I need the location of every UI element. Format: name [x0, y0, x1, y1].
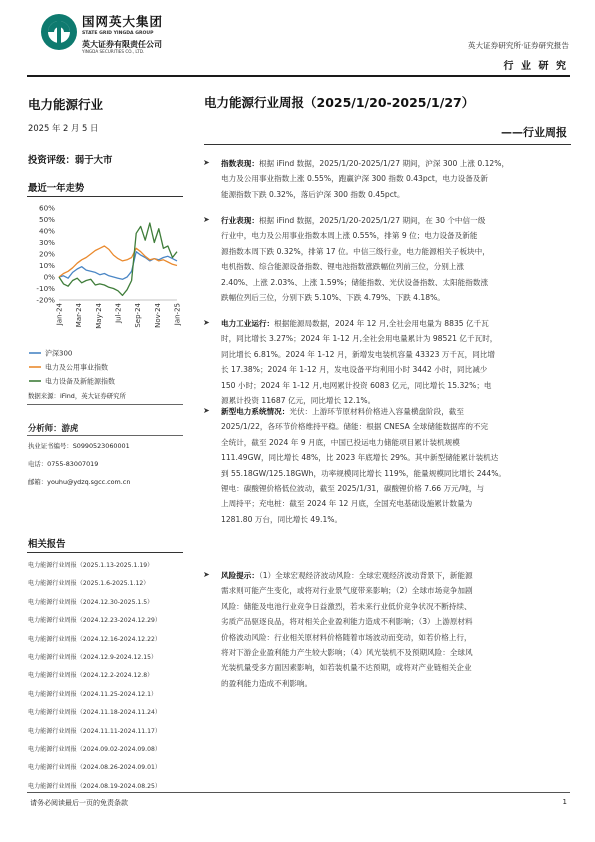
paragraph-line — [221, 660, 573, 675]
paragraph-line — [221, 630, 573, 645]
analyst-email[interactable]: 邮箱：youhu@ydzq.sgcc.com.cn — [28, 478, 131, 486]
paragraph-line — [221, 187, 573, 202]
section-heading: 电力工业运行： — [221, 319, 275, 328]
section-paragraph — [221, 213, 573, 305]
footer-divider — [27, 792, 570, 793]
sector-name: 电力能源行业 — [28, 97, 104, 112]
x-tick-label: Nov-24 — [153, 303, 162, 328]
header-divider — [27, 75, 570, 77]
y-tick-label: 50% — [39, 215, 55, 224]
analyst-phone: 电话：0755-83007019 — [28, 460, 99, 468]
section-text: 全统计，截至 2024 年 9 月底，中国已投运电力储能项目累计装机规模 — [221, 437, 460, 447]
section-text: 风险：储能及电池行业竞争日益激烈，若未来行业低价竞争状况不断持续、 — [221, 601, 472, 611]
page-number: 1 — [562, 798, 567, 806]
paragraph-line — [221, 512, 573, 527]
paragraph-line — [221, 347, 573, 362]
paragraph-line — [221, 496, 573, 511]
logo-company-name: 英大证券有限责任公司 — [82, 40, 162, 49]
title-divider — [204, 144, 571, 145]
logo-english-name: STATE GRID YINGDA GROUP — [82, 31, 154, 36]
section-heading: 风险提示： — [221, 571, 259, 580]
paragraph-line — [221, 614, 573, 629]
related-report-item[interactable]: 电力能源行业周报（2024.12.2-2024.12.8） — [28, 672, 154, 680]
section-text: 劣质产品驱逐良品，将对相关企业盈利能力造成不利影响；（3）上游原材料 — [221, 617, 473, 627]
section-text: 的盈利能力造成不利影响。 — [221, 678, 313, 688]
section-text: 价格波动风险：行业相关原材料价格随着市场波动而变动，如若价格上行， — [221, 632, 472, 642]
report-subtitle: ——行业周报 — [501, 126, 567, 139]
section-paragraph — [221, 404, 573, 527]
related-report-item[interactable]: 电力能源行业周报（2024.12.16-2024.12.22） — [28, 635, 161, 643]
related-report-item[interactable]: 电力能源行业周报（2024.12.23-2024.12.29） — [28, 617, 161, 625]
related-report-item[interactable]: 电力能源行业周报（2025.1.6-2025.1.12） — [28, 580, 150, 588]
legend-label: 电力设备及新能源指数 — [45, 377, 115, 386]
section-paragraph — [221, 316, 573, 408]
company-logo-icon — [40, 13, 78, 51]
paragraph-line — [221, 599, 573, 614]
x-tick-label: Sep-24 — [134, 303, 143, 328]
related-report-item[interactable]: 电力能源行业周报（2024.08.19-2024.08.25） — [28, 782, 161, 790]
related-report-item[interactable]: 电力能源行业周报（2024.12.9-2024.12.15） — [28, 654, 158, 661]
related-report-item[interactable]: 电力能源行业周报（2024.11.25-2024.12.1） — [28, 690, 158, 698]
related-report-item[interactable]: 电力能源行业周报（2024.08.26-2024.09.01） — [28, 764, 161, 772]
paragraph-line — [221, 171, 573, 186]
analyst-name: 分析师：游虎 — [28, 423, 79, 433]
paragraph-line — [221, 450, 573, 465]
section-paragraph — [221, 156, 573, 202]
legend-label: 沪深300 — [45, 349, 73, 358]
paragraph-line — [221, 645, 573, 660]
analyst-cert: 执业证书编号：S0990523060001 — [28, 442, 130, 450]
section-text: 根据能源局数据，2024 年 12 月,全社会用电量为 8835 亿千瓦 — [274, 319, 489, 328]
paragraph-line — [221, 419, 573, 434]
x-tick-label: Jan-24 — [55, 303, 64, 326]
paragraph-line — [221, 676, 573, 691]
bullet-arrow-icon: ➤ — [203, 406, 210, 415]
y-tick-label: -10% — [36, 284, 55, 293]
legend-label: 电力及公用事业指数 — [45, 363, 108, 372]
section-text: 锂电：碳酸锂价格低位波动，截至 2025/1/31，碳酸锂价格 7.66 万元/吨，与 — [221, 484, 485, 494]
x-tick-label: Jan-25 — [173, 303, 182, 326]
related-report-item[interactable]: 电力能源行业周报（2024.12.30-2025.1.5） — [28, 598, 154, 606]
paragraph-line — [221, 583, 573, 598]
section-text: 1281.80 万台，同比增长 49.1%。 — [221, 514, 343, 524]
section-text: 上周持平；充电桩：截至 2024 年 12 月底，全国充电基础设施累计数量为 — [221, 499, 473, 509]
logo-chinese-name: 国网英大集团 — [82, 14, 164, 29]
research-institute: 英大证券研究所·证券研究报告 — [467, 41, 569, 50]
paragraph-line — [221, 275, 573, 290]
analyst-divider — [27, 435, 183, 436]
report-type: 行 业 研 究 — [503, 61, 568, 72]
paragraph-line — [221, 466, 573, 481]
paragraph-line — [221, 213, 573, 228]
section-heading: 新型电力系统情况： — [221, 407, 290, 416]
y-tick-label: 30% — [39, 238, 55, 247]
investment-rating: 投资评级：弱于大市 — [28, 155, 113, 166]
section-paragraph — [221, 568, 573, 691]
section-heading: 行业表现： — [221, 216, 259, 225]
section-text: 2025/1/22，各环节价格维持平稳。储能：根据 CNESA 全球储能数据库的不完 — [221, 422, 489, 432]
report-date: 2025 年 2 月 5 日 — [28, 123, 99, 133]
report-title: 电力能源行业周报（2025/1/20-2025/1/27） — [204, 95, 475, 110]
series-line — [59, 246, 177, 277]
section-text: 能源指数下跌 0.32%，落后沪深 300 指数 0.45pct。 — [221, 189, 405, 199]
section-text: 长 17.38%；2024 年 1-12 月，发电设备平均利用小时 3442 小时，同比减少 — [221, 365, 488, 375]
section-text: 根据 iFind 数据，2025/1/20-2025/1/27 期间，沪深 300 上涨 0.12%， — [258, 159, 510, 168]
related-report-item[interactable]: 电力能源行业周报（2024.11.18-2024.11.24） — [28, 709, 161, 717]
y-tick-label: 40% — [39, 226, 55, 236]
x-tick-label: Jul-24 — [114, 303, 123, 323]
section-text: （1）全球宏观经济波动风险：全球宏观经济波动背景下，新能源 — [258, 571, 473, 580]
y-tick-label: 20% — [39, 249, 55, 259]
section-text: 电力及公用事业指数上涨 0.55%，跑赢沪深 300 指数 0.43pct，电力设备及新 — [221, 174, 488, 184]
footer-disclaimer[interactable]: 请务必阅读最后一页的免责条款 — [30, 799, 128, 807]
y-tick-label: 60% — [39, 203, 55, 213]
y-tick-label: 0% — [43, 272, 55, 282]
section-text: 150 小时；2024 年 1-12 月,电网累计投资 6083 亿元，同比增长 15.32%；电 — [221, 380, 492, 390]
bullet-arrow-icon: ➤ — [203, 318, 210, 327]
source-divider — [27, 404, 183, 405]
trend-line-chart — [27, 198, 185, 386]
section-text: 行业中，电力及公用事业指数本周上涨 0.55%，排第 9 位；电力设备及新能 — [221, 231, 478, 241]
section-text: 光装机量受多方面因素影响，如若装机量不达预期，或将对产业链相关企业 — [221, 663, 472, 673]
related-report-item[interactable]: 电力能源行业周报（2024.11.11-2024.11.17） — [28, 727, 161, 735]
bullet-arrow-icon: ➤ — [203, 570, 210, 579]
section-text: 光伏：上游环节原材料价格进入容量横盘阶段，截至 — [289, 407, 464, 416]
section-text: 111.49GW，同比增长 48%，比 2023 年底增长 29%。其中新型储能累计装机达 — [221, 453, 499, 463]
related-divider — [27, 552, 183, 553]
paragraph-line — [221, 568, 573, 583]
paragraph-line — [221, 316, 573, 331]
x-tick-label: May-24 — [94, 303, 103, 329]
section-text: 到 55.18GW/125.18GWh，功率规模同比增长 119%，能量规模同比增长 244%。 — [221, 468, 507, 478]
section-text: 将对下游企业盈利能力产生较大影响；（4）风光装机不及预期风险：全球风 — [221, 648, 473, 658]
bullet-arrow-icon: ➤ — [203, 158, 210, 167]
paragraph-line — [221, 378, 573, 393]
related-report-item[interactable]: 电力能源行业周报（2025.1.13-2025.1.19） — [28, 562, 154, 569]
section-text: 同比增长 6.81%。2024 年 1-12 月，新增发电装机容量 43323 万千瓦，同比增 — [221, 349, 495, 359]
paragraph-line — [221, 290, 573, 305]
y-tick-label: 10% — [39, 261, 55, 270]
bullet-arrow-icon: ➤ — [203, 215, 210, 224]
x-tick-label: Mar-24 — [75, 303, 84, 328]
paragraph-line — [221, 156, 573, 171]
section-heading: 指数表现： — [221, 159, 259, 168]
data-source: 数据来源：iFind，英大证券研究所 — [28, 392, 126, 400]
paragraph-line — [221, 362, 573, 377]
paragraph-line — [221, 259, 573, 274]
paragraph-line — [221, 435, 573, 450]
section-text: 电机指数、综合能源设备指数、锂电池指数涨跌幅位列前三位，分别上涨 — [221, 262, 464, 272]
logo-company-english: YINGDA SECURITIES CO., LTD. — [82, 49, 145, 54]
y-tick-label: -20% — [36, 295, 55, 305]
paragraph-line — [221, 228, 573, 243]
paragraph-line — [221, 404, 573, 419]
paragraph-line — [221, 331, 573, 346]
section-text: 需求则可能产生变化，或将对行业景气度带来影响；（2）全球市场竞争加剧 — [221, 586, 473, 596]
series-line — [59, 252, 177, 280]
paragraph-line — [221, 481, 573, 496]
section-text: 2.40%、上涨 2.03%、上涨 1.59%；储能指数、光伏设备指数、太阳能指数涨 — [221, 277, 489, 287]
paragraph-line — [221, 244, 573, 259]
section-text: 根据 iFind 数据，2025/1/20-2025/1/27 期间，在 30 个中信一级 — [258, 216, 486, 225]
related-report-item[interactable]: 电力能源行业周报（2024.09.02-2024.09.08） — [28, 746, 161, 753]
section-text: 源指数本周下跌 0.32%，排第 17 位。中信三级行业，电力能源相关子板块中， — [221, 246, 490, 256]
trend-title: 最近一年走势 — [28, 183, 85, 194]
section-text: 时，同比增长 3.27%；2024 年 1-12 月,全社会用电量累计为 98521 亿千瓦时， — [221, 334, 498, 344]
section-text: 跌幅位列后三位，分别下跌 5.10%、下跌 4.79%、下跌 4.18%。 — [221, 293, 445, 303]
related-reports-title: 相关报告 — [28, 539, 66, 550]
section-text: 源累计投资 11687 亿元，同比增长 12.1%。 — [221, 396, 376, 406]
trend-divider — [27, 196, 183, 197]
